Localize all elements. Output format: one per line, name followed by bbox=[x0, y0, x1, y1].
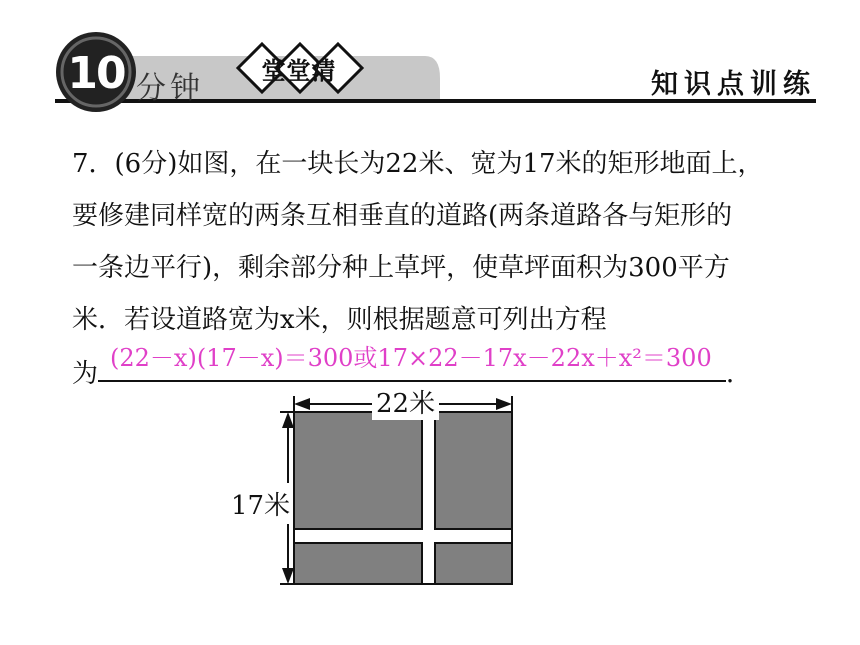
answer-prefix: 为 bbox=[72, 359, 99, 389]
lawn-top-right bbox=[435, 412, 512, 529]
answer-suffix: ． bbox=[726, 359, 753, 389]
height-label: 17米 bbox=[231, 483, 290, 524]
width-label: 22米 bbox=[372, 383, 439, 420]
question-line: 米．若设道路宽为x米，则根据题意可列出方程 bbox=[72, 305, 607, 335]
answer-text: (22－x)(17－x)＝300或17×22－17x－22x＋x²＝300 bbox=[110, 344, 712, 372]
lawn-bottom-right bbox=[435, 543, 512, 584]
badge-number: 10 bbox=[67, 47, 125, 99]
lawn-bottom-left bbox=[294, 543, 422, 584]
section-title: 知识点训练 bbox=[651, 69, 816, 100]
banner-text: 堂堂清 bbox=[261, 56, 337, 85]
question-line: 要修建同样宽的两条互相垂直的道路(两条道路各与矩形的 bbox=[72, 201, 733, 231]
lawn-top-left bbox=[294, 412, 422, 529]
question-line: 一条边平行)，剩余部分种上草坪，使草坪面积为300平方 bbox=[72, 253, 730, 283]
minutes-label: 分钟 bbox=[136, 71, 204, 106]
question-line: 7．(6分)如图，在一块长为22米、宽为17米的矩形地面上， bbox=[72, 149, 764, 179]
